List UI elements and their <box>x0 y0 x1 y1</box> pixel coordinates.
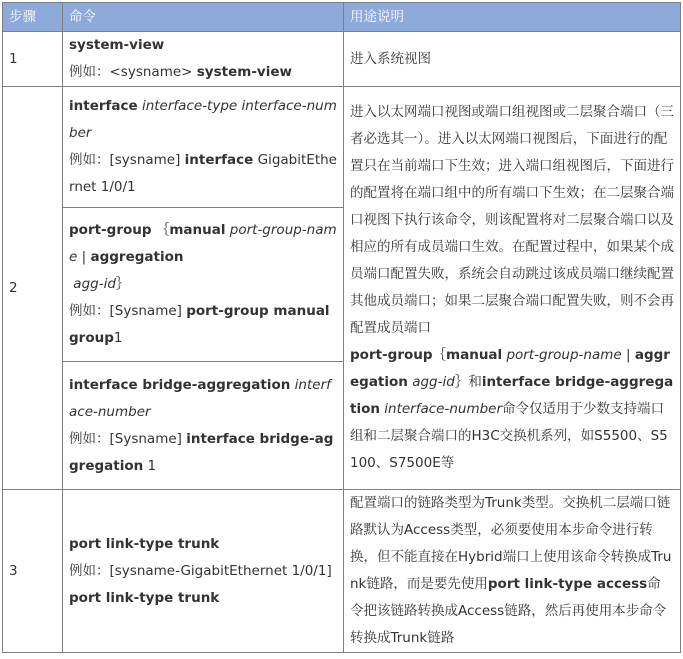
command-cell <box>63 87 344 208</box>
note-arg: port-group-name <box>506 347 622 363</box>
command-example <box>69 426 337 480</box>
command-brace: ｝ <box>115 276 130 292</box>
command-example <box>69 558 337 612</box>
example-prefix: 例如：<sysname> <box>69 64 197 80</box>
example-prefix: 例如：[sysname] <box>69 152 185 168</box>
example-arg: 1 <box>113 330 123 346</box>
command-example <box>69 147 337 201</box>
note-keyword: manual <box>446 347 503 363</box>
command-arg: interface-type <box>141 98 238 114</box>
example-command: interface bridge-aggregation <box>69 430 334 474</box>
step-number: 2 <box>3 87 63 490</box>
header-command: 命令 <box>63 3 344 32</box>
command-arg: interface-number <box>69 98 337 141</box>
example-command: interface <box>184 152 254 168</box>
command-keyword: port-group <box>69 222 152 238</box>
command-table <box>2 2 681 653</box>
command-keyword: aggregation <box>90 249 184 265</box>
command-brace: ｛ <box>155 222 170 238</box>
example-prefix: 例如：[Sysname] <box>69 303 187 319</box>
note-arg: agg-id <box>412 374 455 390</box>
table-header-row <box>3 3 681 32</box>
command-cell <box>63 362 344 490</box>
command-keyword: interface <box>69 98 138 114</box>
description-cell <box>344 87 681 490</box>
command-keyword: system-view <box>69 37 165 53</box>
example-command: system-view <box>196 64 292 80</box>
command-keyword: manual <box>169 222 226 238</box>
command-syntax <box>69 372 337 426</box>
step-number: 1 <box>3 32 63 87</box>
command-syntax <box>69 93 337 147</box>
command-sep: | <box>81 249 87 265</box>
note-keyword: port-group <box>350 347 433 363</box>
command-cell <box>63 208 344 362</box>
description-cell: 进入系统视图 <box>344 32 681 87</box>
example-command: port link-type trunk <box>69 589 220 606</box>
description-main: 进入以太网端口视图或端口组视图或二层聚合端口（三者必选其一）。进入以太网端口视图后，下面进行的配置只在当前端口下生效；进入端口组视图后，下面进行的配置将在端口组中的所有端口下生效；在二层聚合端口视图下执行该命令，则该配置将对二层聚合端口以及相应的所有成员端口生效。在配置过程中，如果某个成员端口配置失败，系统会自动跳过该成员端口继续配置其他成员端口；如果二层聚合端口配置失败，则不会再配置成员端口 <box>350 104 674 336</box>
command-arg: port-group-name <box>69 222 337 265</box>
command-keyword: interface bridge-aggregation <box>69 376 291 393</box>
table-row <box>3 32 681 87</box>
description-text: 命令把该链路转换成Access链路，然后再使用本步命令转换成Trunk链路 <box>350 576 667 646</box>
header-step: 步骤 <box>3 3 63 32</box>
command-syntax <box>69 217 337 271</box>
description-cell <box>344 490 681 653</box>
command-arg: interface-number <box>69 376 331 420</box>
description-keyword: port link-type access <box>487 576 648 592</box>
command-arg: agg-id <box>73 276 116 292</box>
table-row <box>3 87 681 208</box>
table-row <box>3 490 681 653</box>
command-cell <box>63 32 344 87</box>
example-arg: 1 <box>143 457 157 474</box>
note-keyword: aggregation <box>350 347 670 390</box>
note-rest: 命令仅适用于少数支持端口组和二层聚合端口的H3C交换机系列，如S5500、S5100、S7500E等 <box>350 401 668 471</box>
example-prefix: 例如：[sysname-GigabitEthernet 1/0/1] <box>69 562 332 579</box>
description-note <box>350 342 674 477</box>
note-and: 和 <box>468 374 482 390</box>
note-sep: | <box>621 347 635 363</box>
command-syntax-cont <box>69 271 337 298</box>
command-cell <box>63 490 344 653</box>
command-example <box>69 59 337 86</box>
description-text: 配置端口的链路类型为Trunk类型。交换机二层端口链路默认为Access类型，必须要使用本步命令进行转换，但不能直接在Hybrid端口上使用该命令转换成Trunk链路，而是要先使用 <box>350 495 672 592</box>
note-arg: interface-number <box>384 401 503 417</box>
header-description: 用途说明 <box>344 3 681 32</box>
note-keyword: interface bridge-aggregation <box>350 374 674 417</box>
command-keyword: port link-type trunk <box>69 535 220 552</box>
example-arg: GigabitEthernet 1/0/1 <box>69 152 337 195</box>
note-brace: ｝ <box>454 374 469 390</box>
command-example <box>69 298 337 352</box>
example-prefix: 例如：[Sysname] <box>69 430 187 447</box>
example-command: port-group manual group <box>69 303 330 346</box>
step-number: 3 <box>3 490 63 653</box>
note-brace: ｛ <box>432 347 447 363</box>
